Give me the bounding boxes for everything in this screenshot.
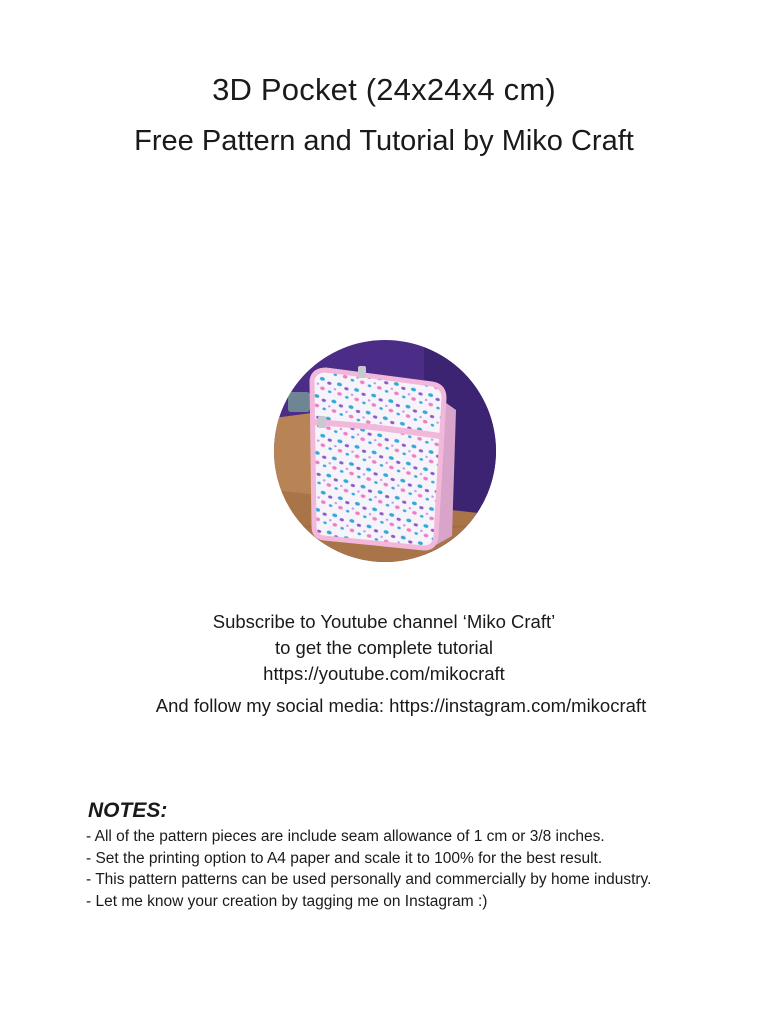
social-follow-line: And follow my social media: https://instagram.com/mikocraft (155, 695, 647, 716)
note-item: - All of the pattern pieces are include seam allowance of 1 cm or 3/8 inches. (86, 828, 605, 845)
subscribe-block (0, 609, 768, 687)
note-item: - Set the printing option to A4 paper and scale it to 100% for the best result. (86, 849, 603, 867)
tutorial-line: to get the complete tutorial (274, 637, 494, 658)
notes-heading: NOTES: (88, 799, 168, 822)
note-item: - Let me know your creation by tagging me on Instagram :) (86, 892, 488, 910)
product-photo (274, 340, 496, 562)
page-title: 3D Pocket (24x24x4 cm) (212, 72, 556, 107)
note-item: - This pattern patterns can be used personally and commercially by home industry. (86, 871, 652, 888)
subscribe-line: Subscribe to Youtube channel ‘Miko Craft’ (212, 611, 556, 632)
page-subtitle: Free Pattern and Tutorial by Miko Craft (134, 125, 634, 157)
notes-list (86, 826, 686, 912)
youtube-link[interactable]: https://youtube.com/mikocraft (263, 663, 505, 684)
